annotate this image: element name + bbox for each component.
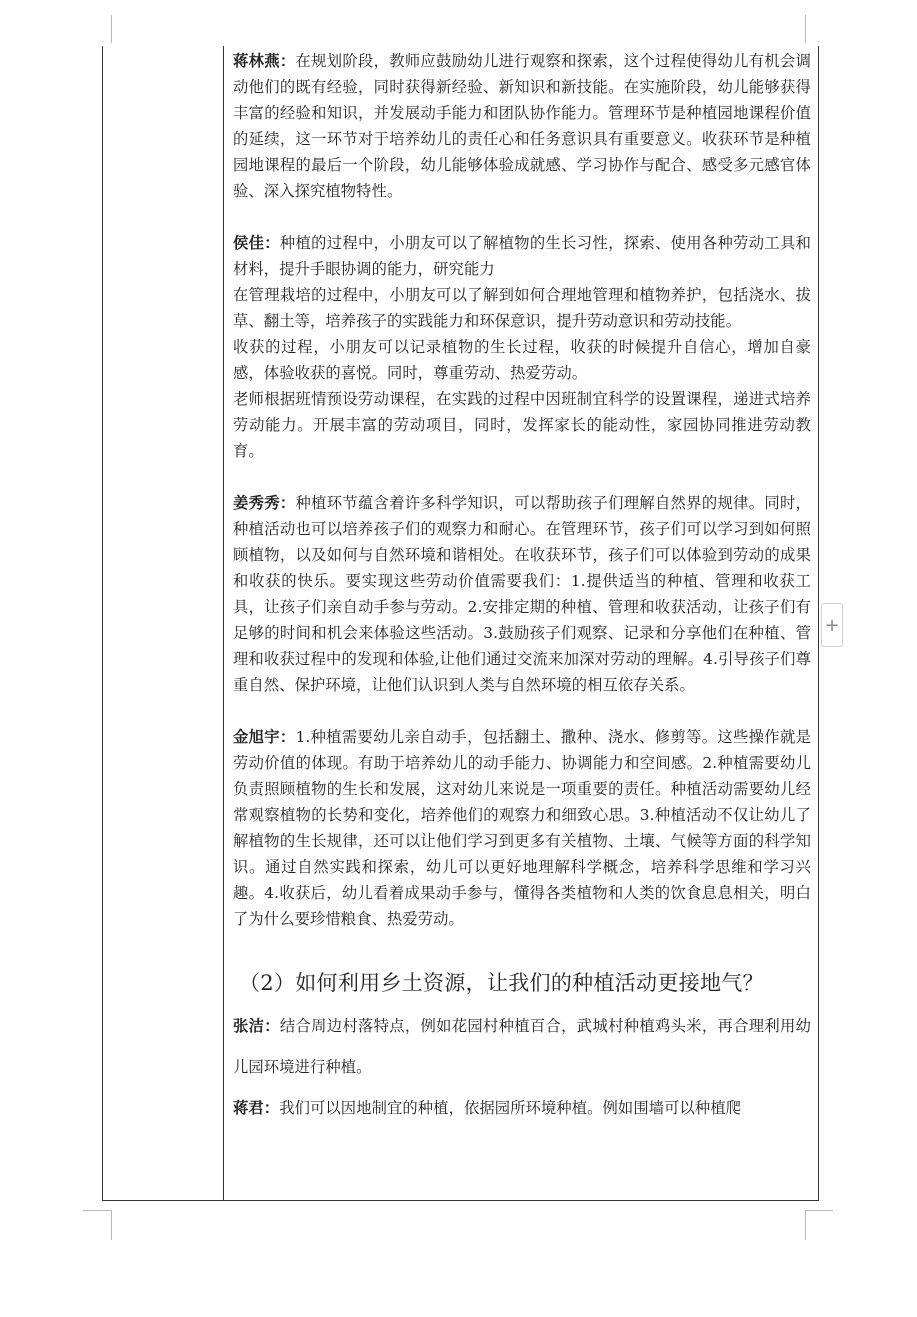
- add-row-button[interactable]: +: [821, 603, 843, 647]
- paragraph-text: 1.种植需要幼儿亲自动手，包括翻土、撒种、浇水、修剪等。这些操作就是劳动价值的体现。有助于培养幼儿的动手能力、协调能力和空间感。2.种植需要幼儿负责照顾植物的生长和发展，这对幼儿来说是一项重要的责任。种植活动需要幼儿经常观察植物的长势和变化，培养他们的观察力和细致心思。3.种植活动不仅让幼儿了解植物的生长规律，还可以让他们学习到更多有关植物、土壤、气候等方面的科学知识。通过自然实践和探索，幼儿可以更好地理解科学概念，培养科学思维和学习兴趣。4.收获后，幼儿看着成果动手参与，懂得各类植物和人类的饮食息息相关，明白了为什么要珍惜粮食、热爱劳动。: [233, 728, 811, 928]
- paragraph-jin-xuyu: [233, 724, 811, 932]
- crop-mark-bottom-left-h: [83, 1210, 111, 1211]
- paragraph-text: 在规划阶段，教师应鼓励幼儿进行观察和探索，这个过程使得幼儿有机会调动他们的既有经验，同时获得新经验、新知识和新技能。在实施阶段，幼儿能够获得丰富的经验和知识，并发展动手能力和团队协作能力。管理环节是种植园地课程价值的延续，这一环节对于培养幼儿的责任心和任务意识具有重要意义。收获环节是种植园地课程的最后一个阶段，幼儿能够体验成就感、学习协作与配合、感受多元感官体验、深入探究植物特性。: [233, 52, 811, 200]
- crop-mark-bottom-right-h: [805, 1210, 833, 1211]
- paragraph-text: 我们可以因地制宜的种植，依据园所环境种植。例如围墙可以种植爬: [279, 1099, 742, 1117]
- paragraph-text: 种植的过程中，小朋友可以了解植物的生长习性，探索、使用各种劳动工具和材料，提升手眼协调的能力，研究能力: [233, 234, 811, 278]
- speaker-name: 蒋君：: [233, 1099, 280, 1117]
- crop-mark-top-left-v: [111, 15, 112, 43]
- speaker-name: 张洁：: [233, 1017, 280, 1035]
- speaker-name: 侯佳：: [233, 234, 280, 252]
- speaker-name: 蒋林燕：: [233, 52, 296, 70]
- crop-mark-top-right-v: [805, 15, 806, 43]
- speaker-name: 金旭宇：: [233, 728, 296, 746]
- paragraph-hou-jia-1: [233, 230, 811, 282]
- speaker-name: 姜秀秀：: [233, 494, 296, 512]
- paragraph-hou-jia-3: 收获的过程，小朋友可以记录植物的生长过程，收获的时候提升自信心，增加自豪感，体验收获的喜悦。同时，尊重劳动、热爱劳动。: [233, 338, 811, 382]
- paragraph-jiang-jun: [233, 1088, 811, 1129]
- question-heading: （2）如何利用乡土资源，让我们的种植活动更接地气？: [239, 971, 764, 995]
- paragraph-hou-jia-2: 在管理栽培的过程中，小朋友可以了解到如何合理地管理和植物养护，包括浇水、拔草、翻土等，培养孩子的实践能力和环保意识，提升劳动意识和劳动技能。: [233, 286, 811, 330]
- paragraph-text: 种植环节蕴含着许多科学知识，可以帮助孩子们理解自然界的规律。同时，种植活动也可以培养孩子们的观察力和耐心。在管理环节，孩子们可以学习到如何照顾植物，以及如何与自然环境和谐相处。在收获环节，孩子们可以体验到劳动的成果和收获的快乐。要实现这些劳动价值需要我们：1.提供适当的种植、管理和收获工具，让孩子们亲自动手参与劳动。2.安排定期的种植、管理和收获活动，让孩子们有足够的时间和机会来体验这些活动。3.鼓励孩子们观察、记录和分享他们在种植、管理和收获过程中的发现和体验,让他们通过交流来加深对劳动的理解。4.引导孩子们尊重自然、保护环境，让他们认识到人类与自然环境的相互依存关系。: [233, 494, 811, 694]
- document-table: [102, 46, 819, 1201]
- table-column-divider: [223, 46, 224, 1200]
- paragraph-text: 结合周边村落特点，例如花园村种植百合，武城村种植鸡头米，再合理利用幼儿园环境进行种植。: [233, 1017, 811, 1076]
- paragraph-jiang-linyan: [233, 48, 811, 204]
- paragraph-hou-jia-4: 老师根据班情预设劳动课程，在实践的过程中因班制宜科学的设置课程，递进式培养劳动能力。开展丰富的劳动项目，同时，发挥家长的能动性，家园协同推进劳动教育。: [233, 390, 811, 460]
- paragraph-zhang-jie: [233, 1006, 811, 1088]
- crop-mark-bottom-left-v: [111, 1210, 112, 1240]
- table-cell-content[interactable]: [233, 48, 811, 1129]
- crop-mark-bottom-right-v: [805, 1210, 806, 1240]
- paragraph-jiang-xiuxiu: [233, 490, 811, 698]
